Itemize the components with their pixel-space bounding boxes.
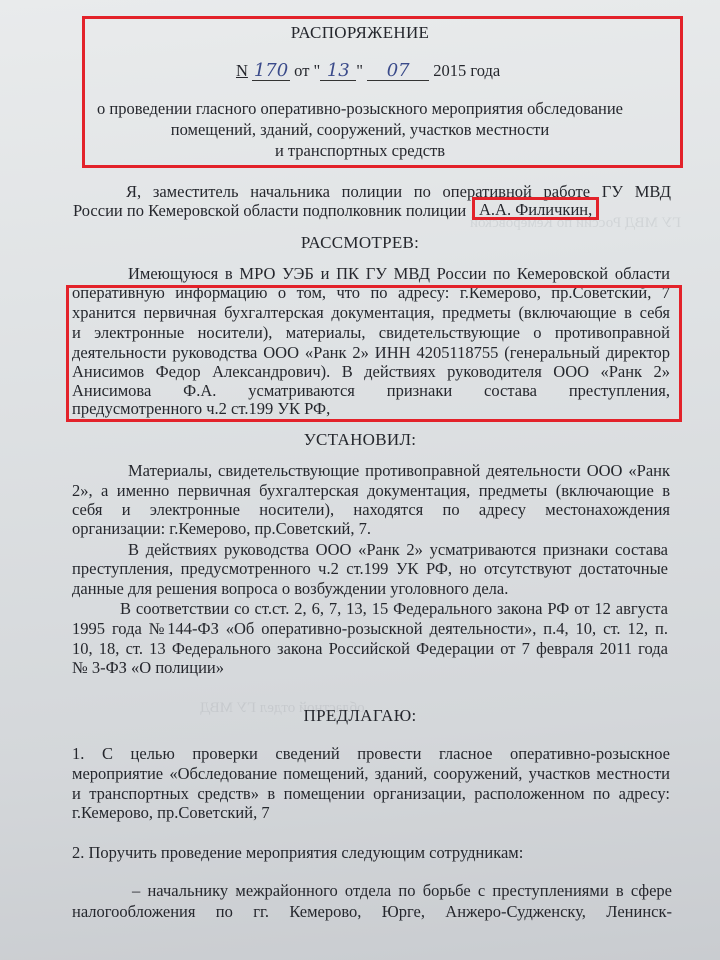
subject-line-1: о проведении гласного оперативно-розыскного мероприятия обследование — [96, 99, 624, 118]
considered-lead-1: Имеющуюся в МРО УЭБ и ПК ГУ МВД России по Кемеровской области — [128, 264, 670, 283]
considered-lead-2: оперативную информацию о том, что по адресу: г.Кемерово, пр.Советский, 7 — [72, 283, 670, 302]
propose-item2-sub-2: налогообложения по гг. Кемерово, Юрге, Анжеро-Судженску, Ленинск- — [72, 902, 672, 921]
propose-item1-line-2: мероприятие «Обследование помещений, зданий, сооружений, участков местности — [72, 764, 670, 783]
document-number-line — [236, 60, 500, 81]
established-line-3: себя и электронные носители), находятся по адресу местонахождения — [72, 500, 670, 519]
show-through-text: ГУ МВД России по Кемеровской — [470, 215, 681, 231]
propose-item2: 2. Поручить проведение мероприятия следующим сотрудникам: — [72, 843, 524, 862]
document-title: РАСПОРЯЖЕНИЕ — [290, 23, 430, 42]
established-line-5: В действиях руководства ООО «Ранк 2» усматриваются признаки состава — [128, 540, 668, 559]
intro-line-2 — [73, 200, 466, 221]
considered-boxed-1: хранится первичная бухгалтерская документация, предметы (включающие в себя — [72, 303, 670, 322]
number-prefix: N — [236, 61, 248, 80]
considered-boxed-2: и электронные носители), материалы, свидетельствующие о противоправной — [72, 323, 670, 342]
propose-item1-line-1: 1. С целью проверки сведений провести гласное оперативно-розыскное — [72, 744, 670, 763]
intro-line-2-text: России по Кемеровской области подполковник полиции — [73, 201, 467, 220]
established-line-6: преступления, предусмотренного ч.2 ст.199 УК РФ, но отсутствуют достаточные — [72, 559, 668, 578]
date-quote: " — [356, 61, 364, 80]
heading-propose: ПРЕДЛАГАЮ: — [303, 706, 417, 725]
document-year: 2015 года — [433, 61, 501, 80]
intro-line-1: Я, заместитель начальника полиции по оперативной работе ГУ МВД — [126, 182, 671, 201]
considered-boxed-4: Анисимов Федор Александрович). В действиях руководителя ООО «Ранк 2» — [72, 362, 670, 381]
established-line-4: организации: г.Кемерово, пр.Советский, 7. — [72, 519, 371, 538]
established-line-9: 1995 года №144-ФЗ «Об оперативно-розыскной деятельности», п.4, 10, ст. 12, п. — [72, 619, 668, 638]
propose-item1-line-3: и транспортных средств» в помещении организации, расположенном по адресу: — [72, 784, 670, 803]
considered-boxed-6: предусмотренного ч.2 ст.199 УК РФ, — [72, 399, 331, 418]
handwritten-number: 170 — [253, 60, 289, 81]
show-through-text: областной отдел ГУ МВД — [200, 700, 365, 716]
considered-boxed-5: Анисимова Ф.А. усматриваются признаки состава преступления, — [72, 381, 670, 400]
established-line-7: данные для решения вопроса о возбуждении уголовного дела. — [72, 579, 509, 598]
established-line-11: № 3-ФЗ «О полиции» — [72, 658, 224, 677]
heading-considered: РАССМОТРЕВ: — [300, 233, 420, 252]
handwritten-month: 07 — [367, 62, 429, 81]
propose-item1-line-4: г.Кемерово, пр.Советский, 7 — [72, 803, 270, 822]
date-from-label: от " — [294, 61, 321, 80]
heading-established: УСТАНОВИЛ: — [303, 430, 417, 449]
handwritten-day: 13 — [320, 62, 356, 81]
subject-line-3: и транспортных средств — [274, 141, 446, 160]
established-line-8: В соответствии со ст.ст. 2, 6, 7, 13, 15 Федерального закона РФ от 12 августа — [120, 599, 668, 618]
considered-boxed-3: деятельности руководства ООО «Ранк 2» ИНН 4205118755 (генеральный директор — [72, 343, 670, 362]
propose-item2-sub-1: – начальнику межрайонного отдела по борьбе с преступлениями в сфере — [132, 881, 672, 900]
established-line-2: 2», а именно первичная бухгалтерская документация, предметы (включающие в — [72, 481, 670, 500]
signatory-name: А.А. Филичкин, — [479, 200, 593, 219]
established-line-10: 10, 18, ст. 13 Федерального закона Российской Федерации от 7 февраля 2011 года — [72, 639, 668, 658]
established-line-1: Материалы, свидетельствующие противоправной деятельности ООО «Ранк — [128, 461, 670, 480]
subject-line-2: помещений, зданий, сооружений, участков местности — [170, 120, 550, 139]
